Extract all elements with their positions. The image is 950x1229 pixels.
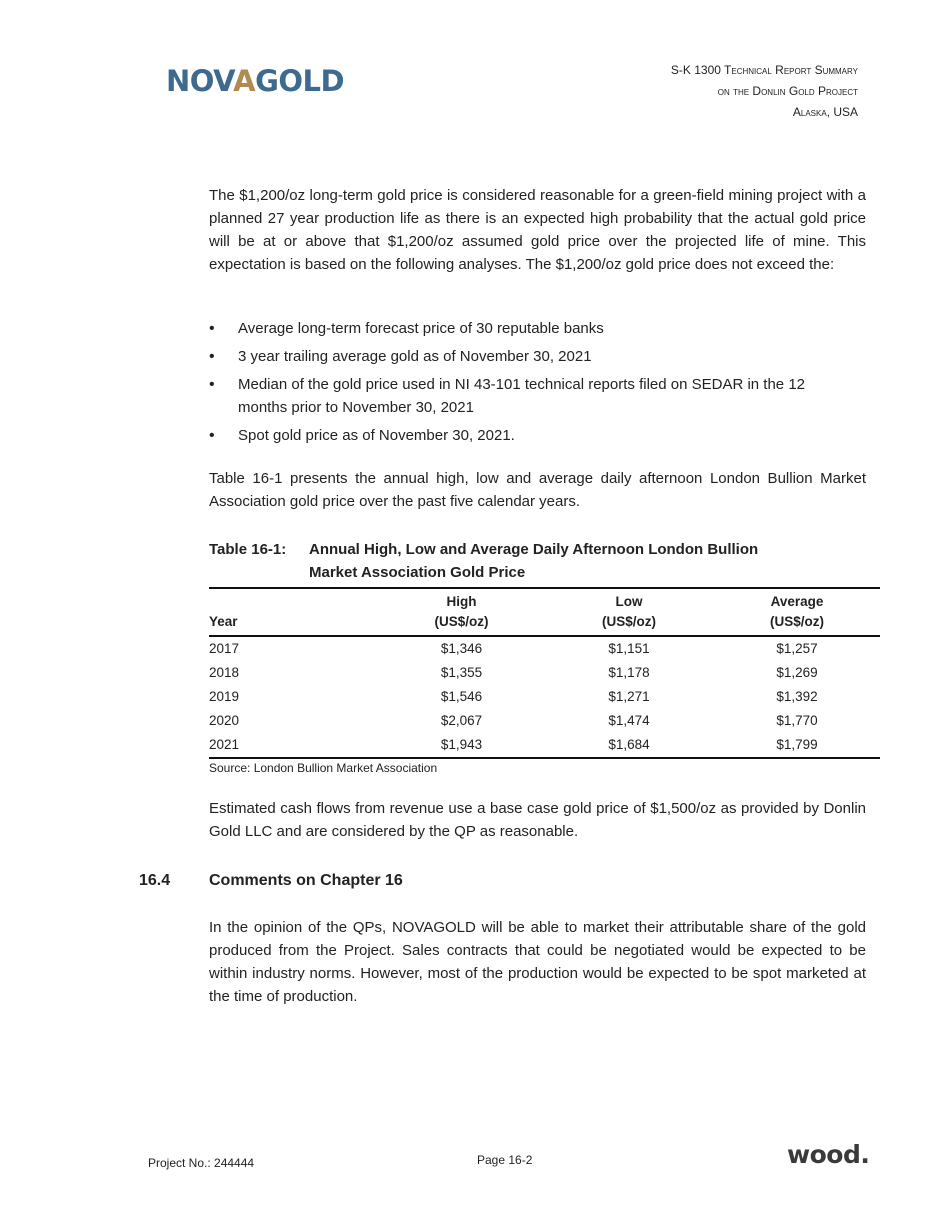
table-title: Annual High, Low and Average Daily Afternoon London Bullion Market Association Gold Price [309,541,759,581]
cell-high: $2,067 [440,713,483,728]
cell-average: $1,770 [776,713,818,728]
cell-average: $1,799 [776,737,818,752]
cell-year: 2021 [209,737,240,752]
report-header [671,60,858,123]
report-header-line: S-K 1300 Technical Report Summary [670,63,858,77]
cell-average: $1,257 [776,641,818,656]
table-intro-paragraph: Table 16-1 presents the annual high, low and average daily afternoon London Bullion Market Association gold price over the past five calendar years. [209,470,866,510]
table-caption [209,538,809,584]
table-row [209,709,880,733]
header-year: Year [209,614,238,629]
wood-logo: wood. [787,1140,870,1169]
cell-high: $1,943 [440,737,483,752]
novagold-logo: NOVAGOLD [166,64,345,98]
table-row [209,733,880,758]
bullet-item: • Median of the gold price used in NI 43-101 technical reports filed on SEDAR in the 12 months prior to November 30, 2021 [209,373,829,419]
cell-high: $1,346 [440,641,483,656]
bullet-item: • Average long-term forecast price of 30 reputable banks [209,317,829,340]
header-low: Low (US$/oz) [602,594,656,629]
analysis-bullet-list [209,317,829,452]
comments-paragraph: In the opinion of the QPs, NOVAGOLD will be able to market their attributable share of the gold produced from the Project. Sales contracts that could be negotiated would be expected to be within industry norms. However, most of the production would be expected to be spot marketed at the time of production. [209,919,866,1005]
cell-average: $1,392 [776,689,818,704]
cell-low: $1,684 [608,737,650,752]
table-header-row [209,588,880,636]
report-header-line: on the Donlin Gold Project [717,84,858,98]
bullet-item: • Spot gold price as of November 30, 2021. [209,424,829,447]
table-number: Table 16-1: [209,541,287,558]
cell-year: 2017 [209,641,240,656]
report-header-line: Alaska, USA [792,105,858,119]
cell-year: 2020 [209,713,240,728]
table-source: Source: London Bullion Market Association [209,761,438,775]
cell-high: $1,355 [440,665,483,680]
project-number: Project No.: 244444 [148,1156,255,1170]
section-title: Comments on Chapter 16 [209,872,403,889]
cell-year: 2018 [209,665,240,680]
section-number: 16.4 [139,872,171,889]
table-row [209,661,880,685]
cash-flow-paragraph: Estimated cash flows from revenue use a base case gold price of $1,500/oz as provided by Donlin Gold LLC and are considered by the QP as reasonable. [209,800,866,840]
cell-average: $1,269 [776,665,818,680]
cell-low: $1,474 [608,713,650,728]
header-high: High (US$/oz) [434,594,489,629]
cell-high: $1,546 [440,689,483,704]
page-number: Page 16-2 [477,1153,533,1167]
cell-low: $1,151 [608,641,650,656]
table-row [209,636,880,661]
cell-low: $1,178 [608,665,650,680]
table-row [209,685,880,709]
intro-paragraph: The $1,200/oz long-term gold price is considered reasonable for a green-field mining project with a planned 27 year production life as there is an expected high probability that the actual gold price will be at or above that $1,200/oz assumed gold price over the projected life of mine. This expectation is based on the following analyses. The $1,200/oz gold price does not exceed the: [209,187,866,273]
gold-price-table [209,587,880,759]
header-average: Average (US$/oz) [770,594,824,629]
cell-low: $1,271 [608,689,650,704]
cell-year: 2019 [209,689,240,704]
bullet-item: • 3 year trailing average gold as of November 30, 2021 [209,345,829,368]
